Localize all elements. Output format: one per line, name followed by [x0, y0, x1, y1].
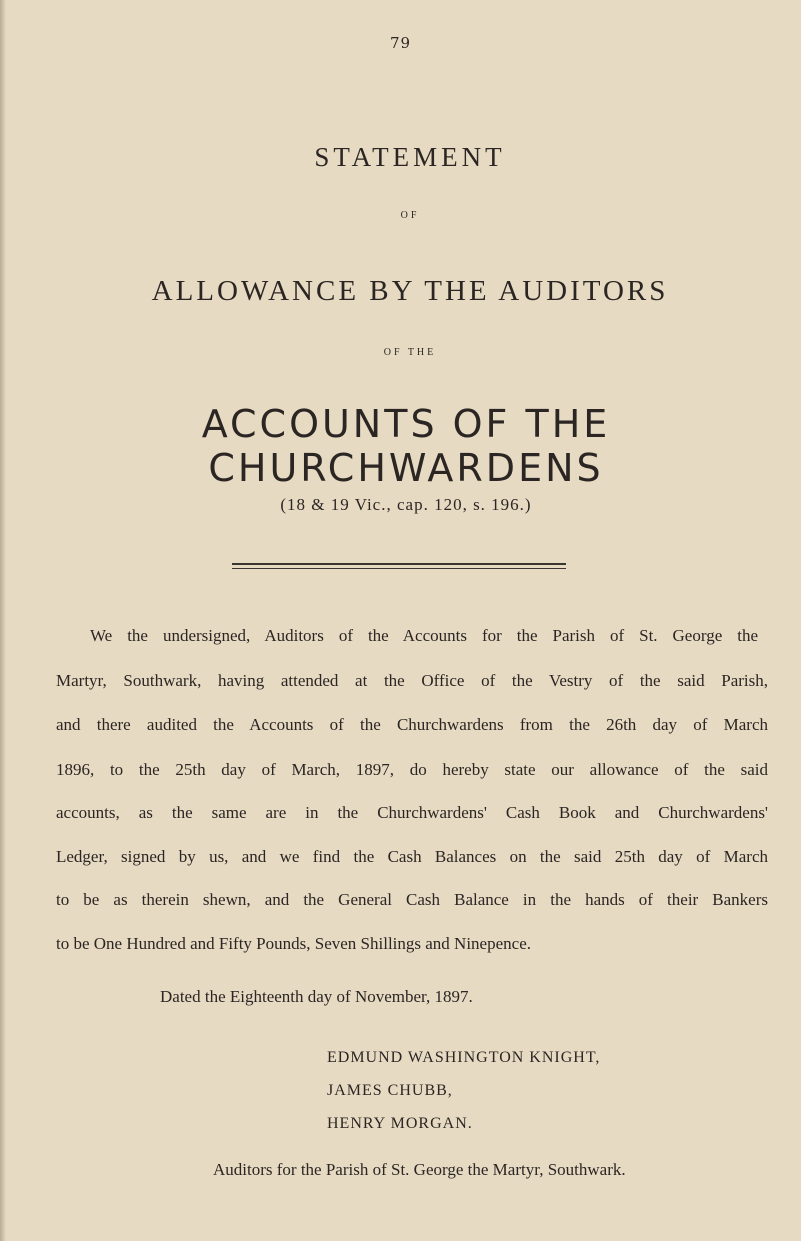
body-line: Ledger, signed by us, and we find the Cash Balances on the said 25th day of March	[56, 847, 768, 866]
divider-rule	[232, 563, 566, 565]
body-line: accounts, as the same are in the Churchwardens' Cash Book and Churchwardens'	[56, 803, 768, 822]
page-number: 79	[389, 34, 412, 52]
title-statement: STATEMENT	[314, 142, 506, 172]
page-edge	[0, 0, 6, 1241]
dated-line: Dated the Eighteenth day of November, 1897.	[160, 987, 473, 1006]
heading-of-the: OF THE	[383, 347, 437, 358]
body-line: We the undersigned, Auditors of the Accounts for the Parish of St. George the	[90, 626, 758, 645]
title-accounts: ACCOUNTS OF THE CHURCHWARDENS	[201, 402, 611, 490]
heading-of: OF	[400, 210, 420, 221]
title-allowance: ALLOWANCE BY THE AUDITORS	[151, 275, 669, 307]
body-line: and there audited the Accounts of the Churchwardens from the 26th day of March	[56, 715, 768, 734]
signatory-name: JAMES CHUBB,	[327, 1082, 453, 1099]
body-line: to be as therein shewn, and the General Cash Balance in the hands of their Bankers	[56, 890, 768, 909]
body-line: to be One Hundred and Fifty Pounds, Seven Shillings and Ninepence.	[56, 934, 531, 953]
divider-rule-thin	[232, 568, 566, 569]
auditors-for-line: Auditors for the Parish of St. George the Martyr, Southwark.	[213, 1160, 626, 1179]
signatory-name: EDMUND WASHINGTON KNIGHT,	[327, 1049, 601, 1066]
signatory-name: HENRY MORGAN.	[327, 1115, 473, 1132]
body-line: 1896, to the 25th day of March, 1897, do hereby state our allowance of the said	[56, 760, 768, 779]
statute-citation: (18 & 19 Vic., cap. 120, s. 196.)	[280, 495, 532, 514]
body-line: Martyr, Southwark, having attended at the Office of the Vestry of the said Parish,	[56, 671, 768, 690]
